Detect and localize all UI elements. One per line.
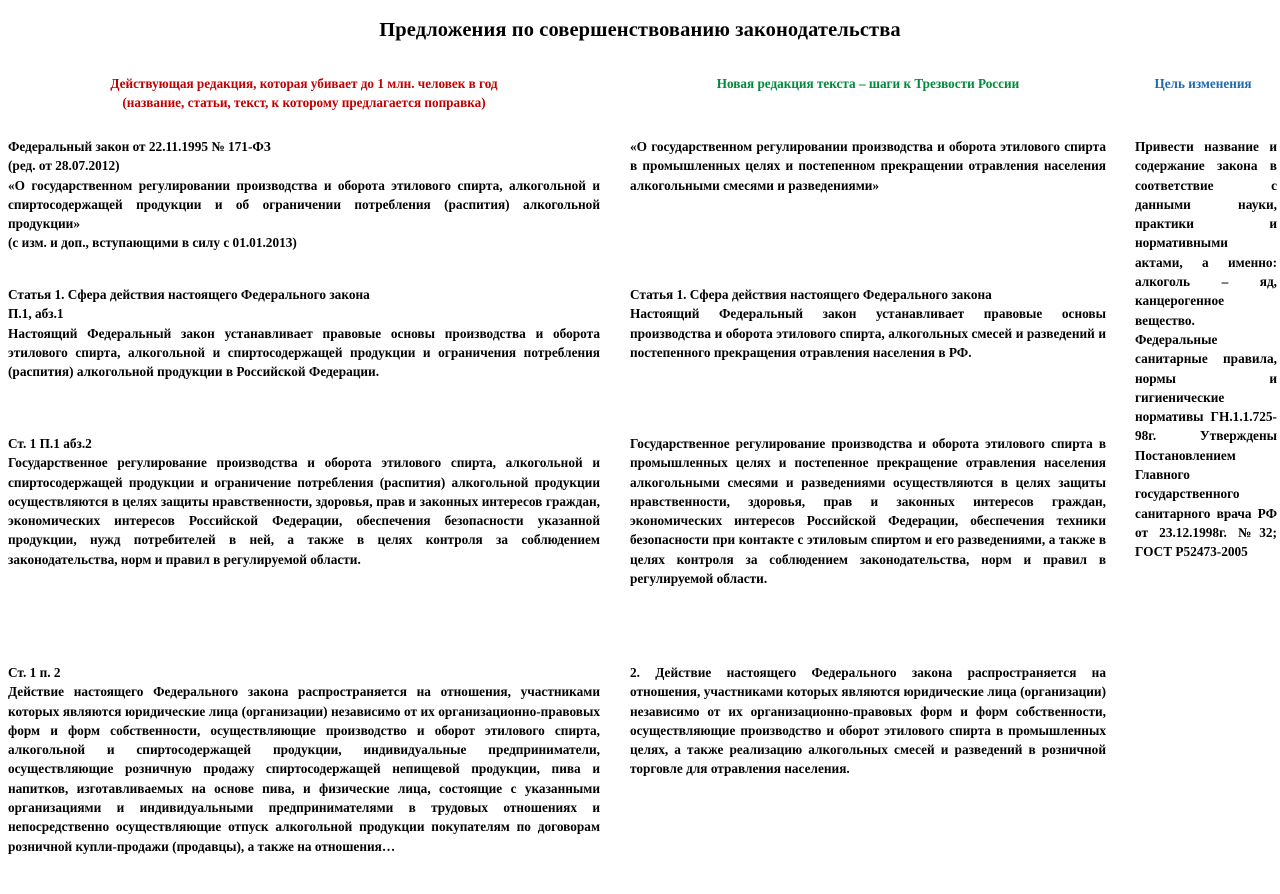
- paragraph: П.1, абз.1: [8, 306, 64, 322]
- paragraph: «О государственном регулировании производства и оборота этилового спирта в промышленных целях и постепенном прекращении отравления населения алкогольными смесями и разведениями»: [630, 139, 1106, 193]
- text-block-law-title: [8, 137, 600, 253]
- paragraph: Государственное регулирование производства и оборота этилового спирта в промышленных целях и постепенное прекращение отравления населения алкогольными смесями и разведениями осуществляются в целях защиты нравственности, здоровья, прав и законных интересов граждан, экономических интересов Российской Федерации, обеспечения техники безопасности при контакте с этиловым спиртом и его разведениями, а также в целях контроля за соблюдением законодательства, норм и правил в регулируемой области.: [630, 436, 1106, 587]
- paragraph: Статья 1. Сфера действия настоящего Федерального закона: [630, 287, 992, 302]
- page-title: Предложения по совершенствованию законодательства: [379, 18, 901, 41]
- paragraph: Ст. 1 п. 2: [8, 665, 61, 680]
- paragraph: «О государственном регулировании производства и оборота этилового спирта, алкогольной и спиртосодержащей продукции и об ограничении потребления (распития) алкогольной продукции»: [8, 177, 600, 232]
- text-block-new-article-1-p1-abz2: [630, 434, 1106, 588]
- text-block-article-1-p1-abz1: [8, 285, 600, 381]
- text-block-article-1-p1-abz2: [8, 434, 600, 569]
- paragraph: Статья 1. Сфера действия настоящего Федерального закона: [8, 287, 370, 302]
- paragraph: Настоящий Федеральный закон устанавливает правовые основы производства и оборота этилового спирта, алкогольных смесей и разведений и постепенного прекращения отравления населения в РФ.: [630, 306, 1106, 360]
- text-block-new-article-1-p1-abz1: [630, 285, 1106, 362]
- paragraph: Федеральный закон от 22.11.1995 № 171-ФЗ: [8, 139, 271, 154]
- paragraph: (ред. от 28.07.2012): [8, 158, 120, 174]
- column-header-purpose-line1: Цель изменения: [1154, 76, 1252, 91]
- text-block-new-law-title: [630, 137, 1106, 195]
- text-block-new-article-1-p2: [630, 663, 1106, 779]
- paragraph: Настоящий Федеральный закон устанавливает правовые основы производства и оборота этилового спирта, алкогольной и спиртосодержащей продукции и ограничения потребления (распития) алкогольной продукции в Российской Федерации.: [8, 325, 600, 380]
- paragraph: Государственное регулирование производства и оборота этилового спирта, алкогольной и спиртосодержащей продукции и ограничение потребления (распития) алкогольной продукции осуществляются в целях защиты нравственности, здоровья, прав и законных интересов граждан, экономических интересов Российской Федерации, обеспечения безопасности указанной продукции, нужд потребителей в ней, а также в целях контроля за соблюдением законодательства, норм и правил в регулируемой области.: [8, 455, 600, 567]
- column-header-current-edition-line2: (название, статьи, текст, к которому предлагается поправка): [122, 95, 486, 110]
- paragraph: Ст. 1 П.1 абз.2: [8, 436, 92, 451]
- column-header-current-edition-line1: Действующая редакция, которая убивает до 1 млн. человек в год: [110, 76, 498, 91]
- text-block-purpose-text: [1135, 137, 1277, 562]
- column-header-new-edition-line1: Новая редакция текста – шаги к Трезвости России: [716, 76, 1020, 91]
- text-block-article-1-p2: [8, 663, 600, 856]
- paragraph: Действие настоящего Федерального закона распространяется на отношения, участниками которых являются юридические лица (организации) независимо от их организационно-правовых форм и форм собственности, осуществляющие производство и оборот этилового спирта, алкогольной и спиртосодержащей продукции, индивидуальные предприниматели, осуществляющие розничную продажу спиртосодержащей непищевой продукции, пива и напитков, изготавливаемых на основе пива, и физические лица, состоящие с указанными организациями и индивидуальными предпринимателями в трудовых отношениях и непосредственно осуществляющие отпуск алкогольной продукции покупателям по договорам розничной купли-продажи (продавцы), а также на отношения…: [8, 684, 600, 854]
- paragraph: (с изм. и доп., вступающими в силу с 01.01.2013): [8, 235, 297, 251]
- paragraph: 2. Действие настоящего Федерального закона распространяется на отношения, участниками которых являются юридические лица (организации) независимо от их организационно-правовых форм и форм собственности, осуществляющие производство и оборот этилового спирта в промышленных целях, а также реализацию алкогольных смесей и разведений в розничной торговле для отравления населения.: [630, 665, 1106, 777]
- paragraph: Привести название и содержание закона в соответствие с данными науки, практики и нормативными актами, а именно: алкоголь – яд, канцерогенное вещество. Федеральные санитарные правила, нормы и гигиенические нормативы ГН.1.1.725-98г. Утверждены Постановлением Главного государственного санитарного врача РФ от 23.12.1998г. №32; ГОСТ Р52473-2005: [1135, 139, 1277, 560]
